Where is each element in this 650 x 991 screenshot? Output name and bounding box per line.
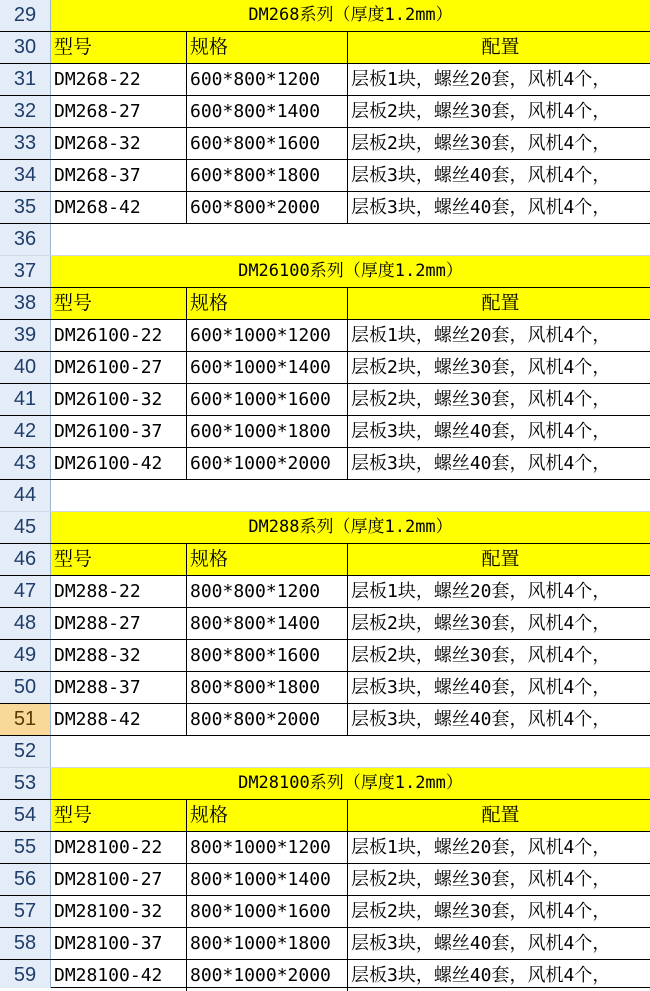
model-cell[interactable]: DM268-22 xyxy=(51,64,187,95)
row-header[interactable]: 46 xyxy=(0,544,51,575)
model-cell[interactable]: DM268-32 xyxy=(51,128,187,159)
spec-cell[interactable]: 800*800*1200 xyxy=(187,576,348,607)
config-header-cell[interactable]: 配置 xyxy=(348,544,650,575)
config-cell[interactable]: 层板2块，螺丝30套，风机4个， xyxy=(351,613,611,634)
model-header-cell[interactable]: 型号 xyxy=(51,32,187,63)
table-row[interactable] xyxy=(0,608,650,640)
config-cell[interactable]: 层板2块，螺丝30套，风机4个， xyxy=(351,357,611,378)
row-header[interactable]: 42 xyxy=(0,416,51,447)
table-row[interactable] xyxy=(0,320,650,352)
spec-cell[interactable]: 600*1000*1200 xyxy=(187,320,348,351)
spec-cell[interactable]: 800*800*2000 xyxy=(187,704,348,735)
table-row[interactable] xyxy=(0,832,650,864)
table-row[interactable] xyxy=(0,960,650,988)
spec-cell[interactable]: 600*1000*1800 xyxy=(187,416,348,447)
series-title-cell[interactable]: DM288系列（厚度1.2mm） xyxy=(51,512,650,543)
model-cell[interactable]: DM268-42 xyxy=(51,192,187,223)
series-title-row[interactable] xyxy=(0,0,650,32)
spec-cell[interactable]: 800*800*1400 xyxy=(187,608,348,639)
row-header[interactable]: 55 xyxy=(0,832,51,863)
model-cell[interactable]: DM26100-42 xyxy=(51,448,187,479)
column-header-row[interactable] xyxy=(0,544,650,576)
row-header[interactable]: 50 xyxy=(0,672,51,703)
spec-cell[interactable]: 800*800*1600 xyxy=(187,640,348,671)
model-cell[interactable]: DM288-22 xyxy=(51,576,187,607)
config-cell[interactable]: 层板1块，螺丝20套，风机4个， xyxy=(351,69,611,90)
config-cell[interactable]: 层板1块，螺丝20套，风机4个， xyxy=(351,581,611,602)
row-header[interactable]: 37 xyxy=(0,256,51,287)
row-header[interactable]: 53 xyxy=(0,768,51,799)
spec-cell[interactable]: 800*1000*1200 xyxy=(187,832,348,863)
table-row[interactable] xyxy=(0,416,650,448)
spec-cell[interactable]: 800*800*1800 xyxy=(187,672,348,703)
spec-header-cell[interactable]: 规格 xyxy=(187,288,348,319)
row-header-selected[interactable]: 51 xyxy=(0,704,51,735)
spec-cell[interactable]: 600*1000*1400 xyxy=(187,352,348,383)
model-header-cell[interactable]: 型号 xyxy=(51,288,187,319)
config-cell[interactable]: 层板2块，螺丝30套，风机4个， xyxy=(351,101,611,122)
model-cell[interactable]: DM288-42 xyxy=(51,704,187,735)
model-cell[interactable]: DM268-27 xyxy=(51,96,187,127)
row-header[interactable]: 44 xyxy=(0,480,51,511)
row-header[interactable]: 56 xyxy=(0,864,51,895)
model-cell[interactable]: DM268-37 xyxy=(51,160,187,191)
config-cell[interactable]: 层板3块，螺丝40套，风机4个， xyxy=(351,965,611,986)
series-title-cell[interactable]: DM26100系列（厚度1.2mm） xyxy=(51,256,650,287)
row-header[interactable]: 43 xyxy=(0,448,51,479)
table-row[interactable] xyxy=(0,384,650,416)
spec-cell[interactable]: 600*800*1800 xyxy=(187,160,348,191)
model-cell[interactable]: DM28100-42 xyxy=(51,960,187,991)
model-cell[interactable]: DM288-32 xyxy=(51,640,187,671)
table-row[interactable] xyxy=(0,576,650,608)
table-row[interactable] xyxy=(0,672,650,704)
row-header[interactable]: 59 xyxy=(0,960,51,988)
spec-cell[interactable]: 600*1000*2000 xyxy=(187,448,348,479)
config-header-cell[interactable]: 配置 xyxy=(348,288,650,319)
series-title-cell[interactable]: DM268系列（厚度1.2mm） xyxy=(51,0,650,31)
row-header[interactable]: 35 xyxy=(0,192,51,223)
model-header-cell[interactable]: 型号 xyxy=(51,800,187,831)
config-cell[interactable]: 层板2块，螺丝30套，风机4个， xyxy=(351,389,611,410)
table-row[interactable] xyxy=(0,448,650,480)
config-cell[interactable]: 层板2块，螺丝30套，风机4个， xyxy=(351,901,611,922)
table-row[interactable] xyxy=(0,640,650,672)
config-cell[interactable]: 层板2块，螺丝30套，风机4个， xyxy=(351,133,611,154)
model-cell[interactable]: DM28100-32 xyxy=(51,896,187,927)
config-cell[interactable]: 层板3块，螺丝40套，风机4个， xyxy=(351,421,611,442)
config-cell[interactable]: 层板2块，螺丝30套，风机4个， xyxy=(351,869,611,890)
row-header[interactable]: 30 xyxy=(0,32,51,63)
row-header[interactable]: 57 xyxy=(0,896,51,927)
config-cell[interactable]: 层板3块，螺丝40套，风机4个， xyxy=(351,197,611,218)
table-row[interactable] xyxy=(0,96,650,128)
row-header[interactable]: 49 xyxy=(0,640,51,671)
row-header[interactable]: 39 xyxy=(0,320,51,351)
row-header[interactable]: 38 xyxy=(0,288,51,319)
empty-row[interactable] xyxy=(0,224,650,256)
config-cell[interactable]: 层板3块，螺丝40套，风机4个， xyxy=(351,677,611,698)
config-cell[interactable]: 层板3块，螺丝40套，风机4个， xyxy=(351,709,611,730)
config-cell[interactable]: 层板3块，螺丝40套，风机4个， xyxy=(351,165,611,186)
table-row-selected[interactable] xyxy=(0,704,650,736)
spec-header-cell[interactable]: 规格 xyxy=(187,800,348,831)
spec-cell[interactable]: 600*800*2000 xyxy=(187,192,348,223)
row-header[interactable]: 36 xyxy=(0,224,51,255)
table-row[interactable] xyxy=(0,928,650,960)
table-row[interactable] xyxy=(0,64,650,96)
row-header[interactable]: 54 xyxy=(0,800,51,831)
spec-cell[interactable]: 800*1000*1800 xyxy=(187,928,348,959)
table-row[interactable] xyxy=(0,864,650,896)
model-cell[interactable]: DM288-37 xyxy=(51,672,187,703)
row-header[interactable]: 33 xyxy=(0,128,51,159)
spec-cell[interactable]: 600*800*1400 xyxy=(187,96,348,127)
table-row[interactable] xyxy=(0,352,650,384)
model-cell[interactable]: DM26100-37 xyxy=(51,416,187,447)
spec-cell[interactable]: 800*1000*2000 xyxy=(187,960,348,991)
spec-cell[interactable]: 800*1000*1400 xyxy=(187,864,348,895)
row-header[interactable]: 40 xyxy=(0,352,51,383)
spec-cell[interactable]: 600*800*1200 xyxy=(187,64,348,95)
config-cell[interactable]: 层板1块，螺丝20套，风机4个， xyxy=(351,837,611,858)
column-header-row[interactable] xyxy=(0,288,650,320)
config-header-cell[interactable]: 配置 xyxy=(348,800,650,831)
model-cell[interactable]: DM26100-27 xyxy=(51,352,187,383)
row-header[interactable]: 45 xyxy=(0,512,51,543)
row-header[interactable]: 48 xyxy=(0,608,51,639)
row-header[interactable]: 32 xyxy=(0,96,51,127)
row-header[interactable]: 34 xyxy=(0,160,51,191)
model-cell[interactable]: DM28100-22 xyxy=(51,832,187,863)
spec-cell[interactable]: 800*1000*1600 xyxy=(187,896,348,927)
table-row[interactable] xyxy=(0,192,650,224)
spec-cell[interactable]: 600*800*1600 xyxy=(187,128,348,159)
config-cell[interactable]: 层板1块，螺丝20套，风机4个， xyxy=(351,325,611,346)
config-cell[interactable]: 层板3块，螺丝40套，风机4个， xyxy=(351,933,611,954)
row-header[interactable]: 29 xyxy=(0,0,51,31)
series-title-row[interactable] xyxy=(0,256,650,288)
model-cell[interactable]: DM28100-37 xyxy=(51,928,187,959)
row-header[interactable]: 41 xyxy=(0,384,51,415)
series-title-row[interactable] xyxy=(0,512,650,544)
model-cell[interactable]: DM28100-27 xyxy=(51,864,187,895)
config-header-cell[interactable]: 配置 xyxy=(348,32,650,63)
spec-header-cell[interactable]: 规格 xyxy=(187,32,348,63)
row-header[interactable]: 52 xyxy=(0,736,51,767)
column-header-row[interactable] xyxy=(0,800,650,832)
series-title-cell[interactable]: DM28100系列（厚度1.2mm） xyxy=(51,768,650,799)
spec-cell[interactable]: 600*1000*1600 xyxy=(187,384,348,415)
config-cell[interactable]: 层板2块，螺丝30套，风机4个， xyxy=(351,645,611,666)
model-header-cell[interactable]: 型号 xyxy=(51,544,187,575)
table-row[interactable] xyxy=(0,160,650,192)
model-cell[interactable]: DM288-27 xyxy=(51,608,187,639)
row-header[interactable]: 47 xyxy=(0,576,51,607)
table-row[interactable] xyxy=(0,128,650,160)
config-cell[interactable]: 层板3块，螺丝40套，风机4个， xyxy=(351,453,611,474)
table-row[interactable] xyxy=(0,896,650,928)
series-title-row[interactable] xyxy=(0,768,650,800)
column-header-row[interactable] xyxy=(0,32,650,64)
empty-row[interactable] xyxy=(0,480,650,512)
spec-header-cell[interactable]: 规格 xyxy=(187,544,348,575)
model-cell[interactable]: DM26100-22 xyxy=(51,320,187,351)
row-header[interactable]: 31 xyxy=(0,64,51,95)
empty-row[interactable] xyxy=(0,736,650,768)
row-header[interactable]: 58 xyxy=(0,928,51,959)
model-cell[interactable]: DM26100-32 xyxy=(51,384,187,415)
